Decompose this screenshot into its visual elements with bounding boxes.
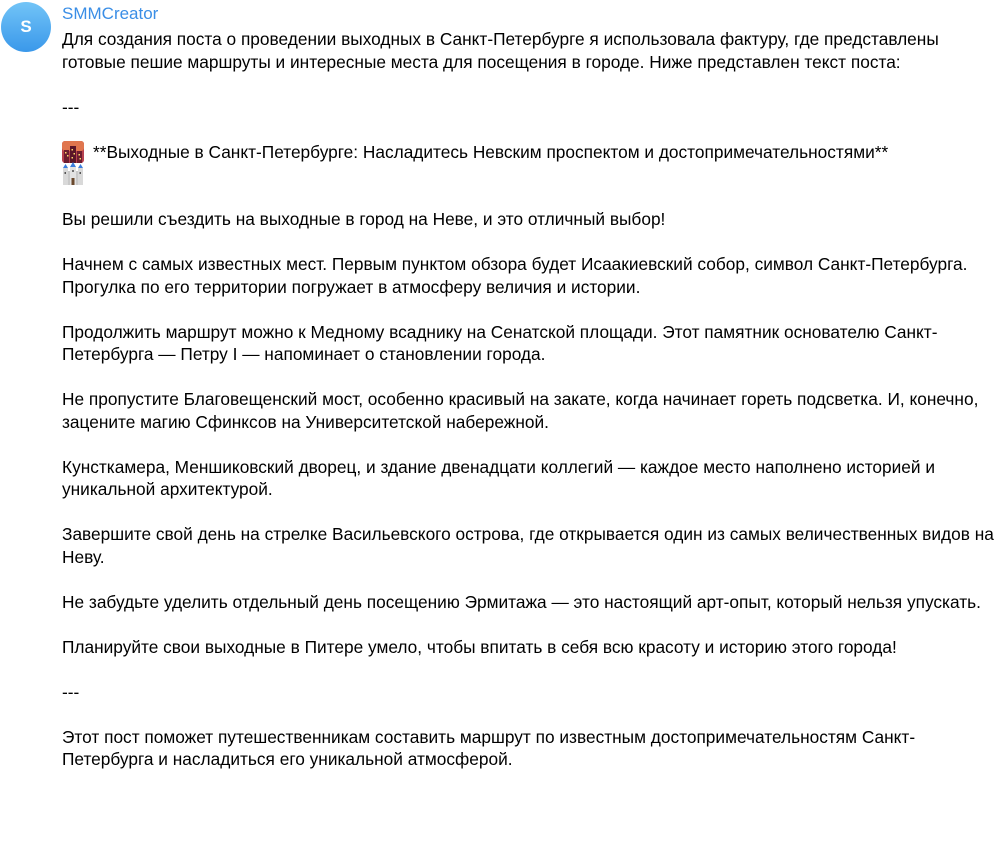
- message-author[interactable]: SMMCreator: [62, 4, 159, 23]
- paragraph-4: Не пропустите Благовещенский мост, особенно красивый на закате, когда начинает гореть подсветка. И, конечно, зацените магию Сфинксов на Университетской набережной.: [62, 389, 979, 432]
- avatar[interactable]: [1, 2, 51, 52]
- paragraph-7: Не забудьте уделить отдельный день посещению Эрмитажа — это настоящий арт-опыт, который нельзя упускать.: [62, 591, 981, 612]
- cityscape-dusk-icon: [62, 141, 84, 186]
- paragraph-8: Планируйте свои выходные в Питере умело, чтобы впитать в себя всю красоту и историю этого города!: [62, 636, 897, 657]
- paragraph-6: Завершите свой день на стрелке Васильевского острова, где открывается один из самых величественных видов на Неву.: [62, 524, 994, 567]
- paragraph-3: Продолжить маршрут можно к Медному всаднику на Сенатской площади. Этот памятник основателю Санкт-Петербурга — Петру I — напоминает о становлении города.: [62, 321, 938, 364]
- separator: ---: [62, 681, 80, 702]
- separator: ---: [62, 96, 80, 117]
- outro-paragraph: Этот пост поможет путешественникам составить маршрут по известным достопримечательностям Санкт-Петербурга и насладиться его уникальной атмосферой.: [62, 726, 916, 769]
- avatar-letter: S: [20, 17, 32, 36]
- intro-paragraph: Для создания поста о проведении выходных в Санкт-Петербурге я использовала фактуру, где представлены готовые пешие маршруты и интересные места для посещения в городе. Ниже представлен текст поста:: [62, 29, 939, 72]
- message-body: [62, 28, 996, 771]
- post-title: **Выходные в Санкт-Петербурге: Насладитесь Невским проспектом и достопримечательностями**: [93, 141, 889, 162]
- paragraph-2: Начнем с самых известных мест. Первым пунктом обзора будет Исаакиевский собор, символ Санкт-Петербурга. Прогулка по его территории погружает в атмосферу величия и истории.: [62, 254, 968, 297]
- post-title-row: [62, 141, 996, 186]
- paragraph-1: Вы решили съездить на выходные в город на Неве, и это отличный выбор!: [62, 209, 666, 229]
- paragraph-5: Кунсткамера, Меншиковский дворец, и здание двенадцати коллегий — каждое место наполнено историей и уникальной архитектурой.: [62, 456, 936, 499]
- castle-icon: [63, 162, 83, 185]
